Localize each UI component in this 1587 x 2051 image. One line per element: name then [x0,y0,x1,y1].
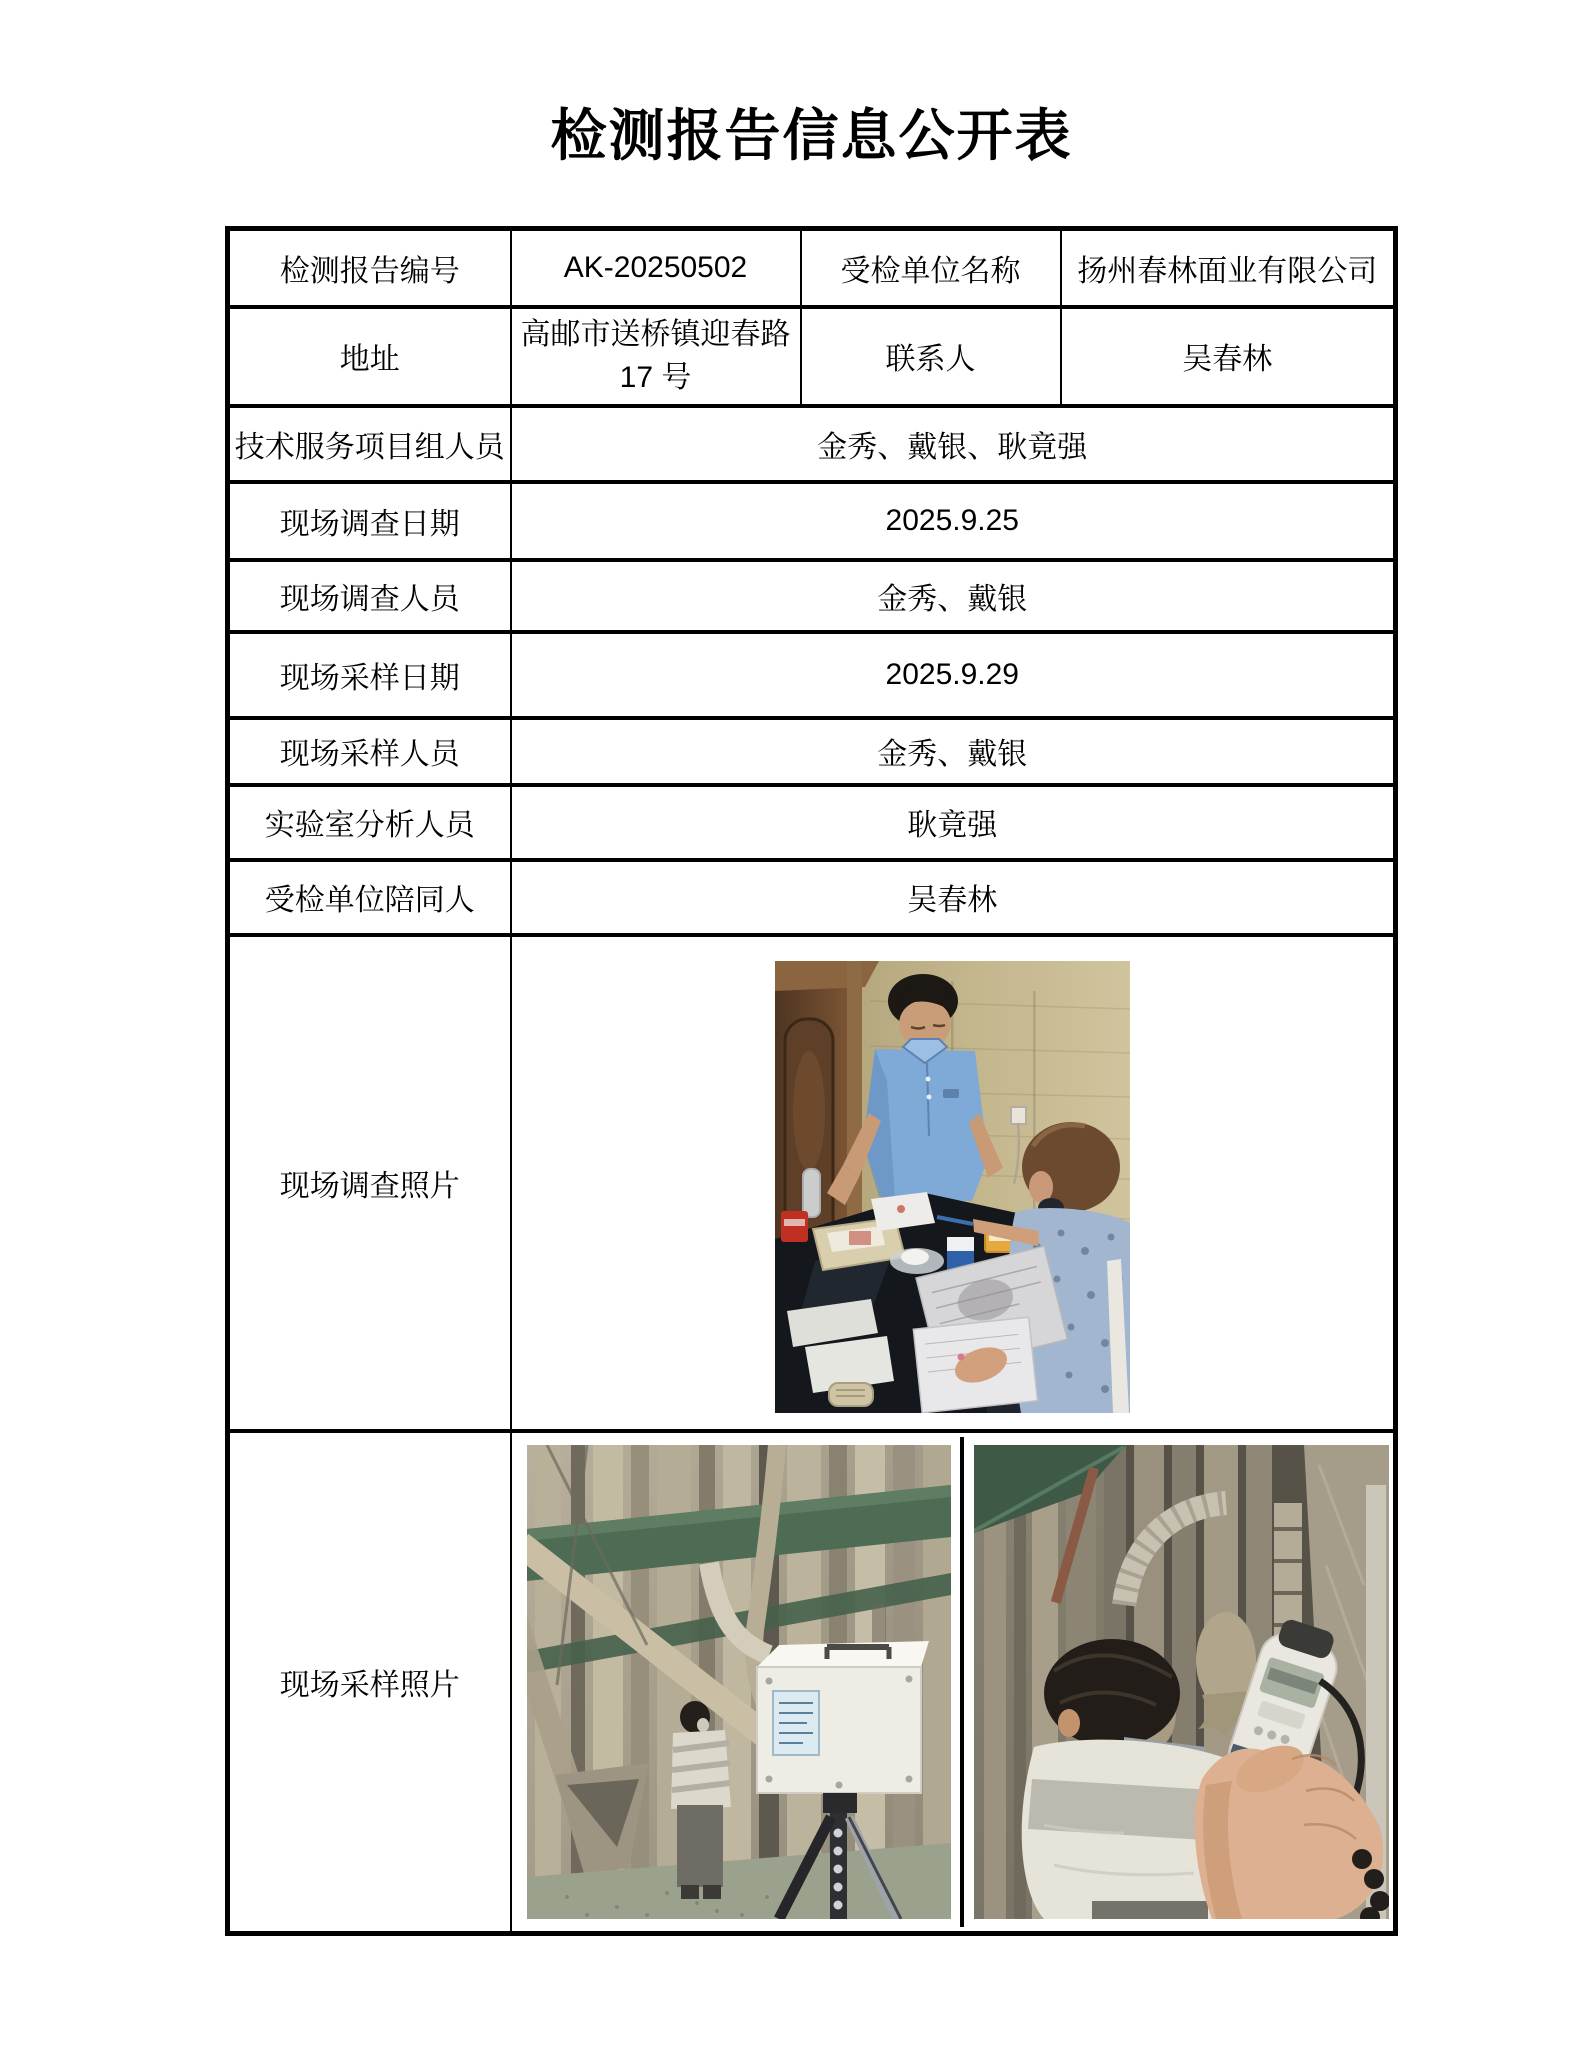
table-row [228,560,1396,632]
table-row [228,229,1396,307]
survey-photo-cell [511,935,1396,1431]
report-no-label: 检测报告编号 [228,229,511,307]
address-line1: 高邮市送桥镇迎春路 [520,317,791,351]
table-row [228,935,1396,1431]
table-row [228,632,1396,718]
table-row [228,860,1396,935]
sampling-staff-value: 金秀、戴银 [511,718,1396,785]
survey-staff-label: 现场调查人员 [228,560,511,632]
team-value: 金秀、戴银、耿竟强 [511,406,1396,482]
contact-label: 联系人 [801,307,1061,406]
sampling-photo-split [514,1437,1392,1927]
survey-photo-label: 现场调查照片 [228,935,511,1431]
sampling-photo-label: 现场采样照片 [228,1431,511,1934]
contact-value: 吴春林 [1061,307,1396,406]
sampling-date-value: 2025.9.29 [511,632,1396,718]
page-title: 检测报告信息公开表 [550,106,1073,168]
team-label: 技术服务项目组人员 [228,406,511,482]
table-row [228,718,1396,785]
survey-photo-image [514,941,1392,1425]
table-row [228,406,1396,482]
report-table [225,226,1398,1936]
table-row [228,307,1396,406]
sampling-staff-label: 现场采样人员 [228,718,511,785]
survey-staff-value: 金秀、戴银 [511,560,1396,632]
companion-label: 受检单位陪同人 [228,860,511,935]
sampling-date-label: 现场采样日期 [228,632,511,718]
report-no-value: AK-20250502 [511,229,801,307]
sampling-photo-left-image [514,1437,964,1927]
unit-name-label: 受检单位名称 [801,229,1061,307]
survey-date-label: 现场调查日期 [228,482,511,560]
table-row [228,482,1396,560]
address-value [511,307,801,406]
unit-name-value: 扬州春林面业有限公司 [1061,229,1396,307]
address-label: 地址 [228,307,511,406]
table-row [228,1431,1396,1934]
companion-value: 吴春林 [511,860,1396,935]
lab-analyst-value: 耿竟强 [511,785,1396,860]
sampling-photo-right-image [964,1437,1392,1927]
sampling-photo-cell [511,1431,1396,1934]
lab-analyst-label: 实验室分析人员 [228,785,511,860]
address-line2: 17 号 [619,361,692,394]
survey-date-value: 2025.9.25 [511,482,1396,560]
table-row [228,785,1396,860]
